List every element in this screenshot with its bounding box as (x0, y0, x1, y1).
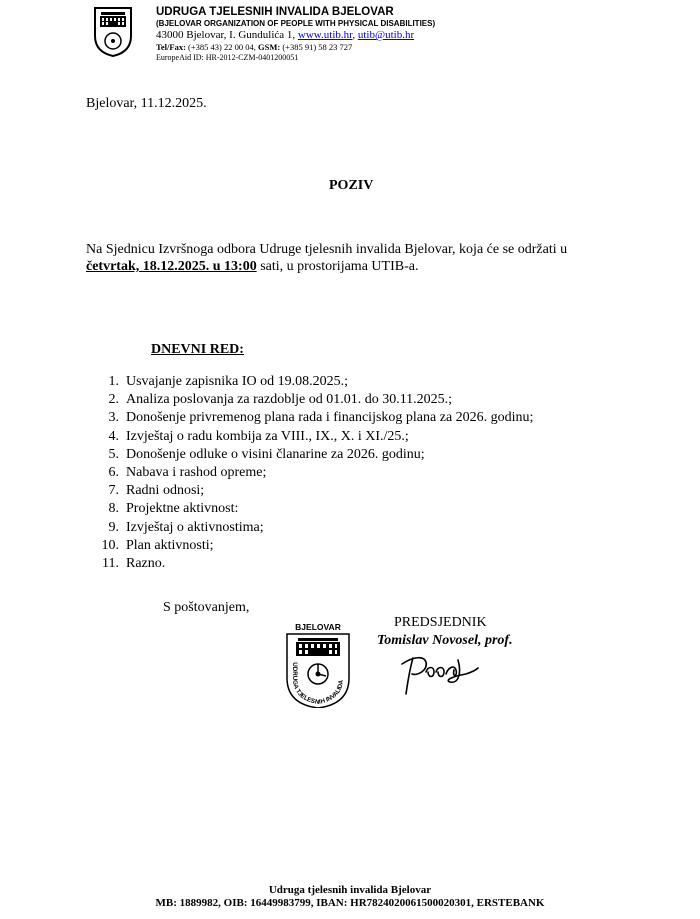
date-line: Bjelovar, 11.12.2025. (86, 96, 207, 111)
agenda-item-text: Donošenje privremenog plana rada i financijskog plana za 2026. godinu; (126, 410, 534, 426)
agenda-item-number: 8. (108, 501, 119, 517)
agenda-item-number: 5. (108, 446, 119, 462)
agenda-item-text: Donošenje odluke o visini članarine za 2026. godinu; (126, 446, 425, 462)
meeting-datetime: četvrtak, 18.12.2025. u 13:00 (86, 259, 257, 274)
agenda-item-text: Plan aktivnosti; (126, 537, 214, 553)
footer-organization: Udruga tjelesnih invalida Bjelovar (268, 884, 432, 896)
agenda-item-text: Analiza poslovanja za razdoblje od 01.01. do 30.11.2025.; (126, 392, 453, 408)
agenda-item-number: 7. (108, 483, 119, 499)
signer-role: PREDSJEDNIK (394, 615, 487, 630)
address-text: 43000 Bjelovar, I. Gundulića 1, (156, 29, 298, 41)
signer-name: Tomislav Novosel, prof. (377, 633, 513, 648)
separator-text: , (352, 29, 358, 41)
stamp-top-text: BJELOVAR (295, 622, 341, 632)
contact-line (156, 42, 352, 52)
agenda-item-text: Izvještaj o radu kombija za VIII., IX., X. i XI./25.; (126, 428, 409, 444)
agenda-item-text: Usvajanje zapisnika IO od 19.08.2025.; (126, 374, 349, 389)
tel-value: (+385 43) 22 00 04, (185, 42, 259, 52)
agenda-item-number: 9. (108, 519, 119, 535)
invitation-line-2 (86, 259, 418, 275)
agenda-item-number: 1. (108, 374, 119, 389)
website-link[interactable]: www.utib.hr (297, 29, 353, 41)
agenda-item-text: Razno. (126, 555, 166, 571)
agenda-item-number: 6. (108, 464, 119, 480)
agenda-item-text: Izvještaj o aktivnostima; (126, 519, 264, 535)
tel-label: Tel/Fax: (156, 42, 186, 52)
agenda-item-number: 11. (102, 555, 119, 571)
closing-salutation: S poštovanjem, (163, 600, 250, 615)
agenda-item-text: Nabava i rashod opreme; (126, 464, 267, 480)
address-line (156, 29, 414, 41)
document-title: POZIV (329, 178, 374, 193)
invitation-line-1: Na Sjednicu Izvršnoga odbora Udruge tjelesnih invalida Bjelovar, koja će se održati u (86, 242, 568, 257)
agenda-item-number: 2. (108, 392, 119, 408)
stamp-arc-text: UDRUGA TJELESNIH INVALIDA (291, 662, 345, 707)
gsm-label: GSM: (258, 42, 281, 52)
agenda-item-number: 3. (108, 410, 119, 426)
organization-name: UDRUGA TJELESNIH INVALIDA BJELOVAR (156, 6, 394, 18)
handwritten-signature (396, 650, 482, 696)
agenda-item-number: 4. (108, 428, 119, 444)
agenda-item-text: Radni odnosi; (126, 483, 205, 499)
footer-identifiers: MB: 1889982, OIB: 16449983799, IBAN: HR7824020061500020301, ERSTEBANK (155, 897, 545, 909)
agenda-item-text: Projektne aktivnost: (126, 501, 239, 517)
agenda-heading: DNEVNI RED: (151, 342, 244, 357)
organization-name-english: (BJELOVAR ORGANIZATION OF PEOPLE WITH PHYSICAL DISABILITIES) (156, 19, 436, 28)
organization-logo (93, 6, 133, 58)
gsm-value: (+385 91) 58 23 727 (280, 42, 353, 52)
email-link[interactable]: utib@utib.hr (357, 29, 415, 41)
agenda-item-number: 10. (101, 537, 119, 553)
europeaid-id: EuropeAid ID: HR-2012-CZM-0401200051 (156, 53, 299, 62)
invitation-rest: sati, u prostorijama UTIB-a. (256, 259, 419, 274)
official-stamp (285, 620, 351, 708)
